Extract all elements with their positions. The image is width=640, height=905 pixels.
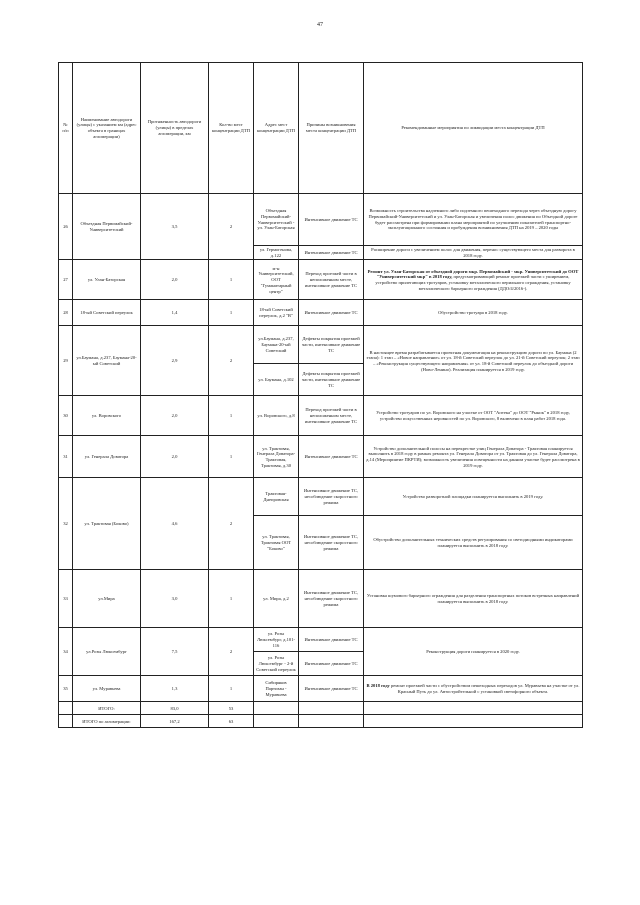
measure-text: Устройство дополнительной полосы на перекрестке улиц Генерала Доватора - Трактовая планируется выполнить в 2018 году в рамках ремонта ул. Генерала Доватора от ул. Трактовая до ул. Генерала Доватора, д.14 (Мероприятие ПКРТИ); возможность увеличения освещенности на данном участке будет рассмотрена в 2019 году.	[364, 436, 583, 478]
road-name: ул. Трактовая (Боково)	[73, 478, 141, 570]
place-count: 2	[209, 194, 254, 260]
place-cause: Интенсивное движение ТС	[299, 436, 364, 478]
place-cause: Интенсивное движение ТС	[299, 628, 364, 652]
row-num: 30	[59, 396, 73, 436]
place-cause: Интенсивное движение ТС	[299, 194, 364, 246]
totals-empty-cell	[254, 702, 299, 715]
place-address: Трактовая-Днепровская	[254, 478, 299, 516]
place-address: ул.Баумана, д.237, Баумана-20-ый Советский	[254, 326, 299, 364]
table-row	[59, 478, 583, 516]
measure-detail: ремонт проезжей части с обустройством пешеходных переходов ул. Муравьева на участке от ул. Красный Путь до ул. Автостройтельной с установкой светофорного объекта.	[389, 683, 580, 694]
place-cause: Дефекты покрытия проезжей части, интенсивное движение ТС	[299, 326, 364, 364]
header-name: Наименование автодороги (улицы) с указанием км (адрес объекта в границах агломерации)	[73, 63, 141, 194]
place-address: Сибиряков Партизан - Муравьева	[254, 676, 299, 702]
road-length: 7,5	[141, 628, 209, 676]
road-name: 18-ый Советский переулок	[73, 300, 141, 326]
road-name: ул.Бауманa, д.237, Баумана-20-ый Советский	[73, 326, 141, 396]
grand-totals-row	[59, 715, 583, 728]
grand-totals-empty-cell	[364, 715, 583, 728]
header-num: № п/п	[59, 63, 73, 194]
measure-text: В настоящее время разрабатывается проектная документация на реконструкцию дороги по ул. Баумана (2 этапа): 1 этап – «Новое направление» от ул. 18-й Советский переулок до ул. 21-й Советский переулок; 2 этап – «Реконструкция существующего направления» от ул. 18-й Советский переулок до объездной дороги (Ново-Ленино). Реализация планируется в 2019 году.	[364, 326, 583, 396]
place-address: ул. Розы Люксембург - 2-й Советский переулок	[254, 652, 299, 676]
road-length: 3,5	[141, 194, 209, 260]
place-count: 1	[209, 436, 254, 478]
place-cause: Интенсивное движение ТС	[299, 246, 364, 260]
place-cause: Дефекты покрытия проезжей части, интенсивное движение ТС	[299, 364, 364, 396]
header-count: Кол-во мест концентрации ДТП	[209, 63, 254, 194]
accident-concentration-table	[58, 62, 583, 728]
header-reasons: Причины возникновения места концентрации ДТП	[299, 63, 364, 194]
road-name: ул. Воровского	[73, 396, 141, 436]
table-row	[59, 194, 583, 246]
table-row	[59, 570, 583, 628]
page-number: 47	[317, 22, 323, 28]
place-count: 2	[209, 326, 254, 396]
row-num: 27	[59, 260, 73, 300]
place-count: 1	[209, 570, 254, 628]
road-length: 2,0	[141, 260, 209, 300]
measure-text: Установка шумового барьерного ограждения для разделения транспортных потоков встречных направлений планируется выполнить в 2018 году.	[364, 570, 583, 628]
measure-text	[364, 260, 583, 300]
grand-totals-empty-cell	[254, 715, 299, 728]
totals-empty-cell	[364, 702, 583, 715]
road-name: ул. Генерала Доватора	[73, 436, 141, 478]
place-address: ул. Трактовая, Генерала Доватора-Трактовая, Трактовая, д.30	[254, 436, 299, 478]
place-cause: Переход проезжей части в неположенном месте, интенсивное движение ТС	[299, 396, 364, 436]
totals-count: 53	[209, 702, 254, 715]
place-count: 2	[209, 628, 254, 676]
place-address: ул. Розы Люксембург, д.101-116	[254, 628, 299, 652]
place-count: 1	[209, 676, 254, 702]
place-cause: Интенсивное движение ТС, несоблюдение скоростного режима	[299, 478, 364, 516]
road-length: 2,0	[141, 396, 209, 436]
place-cause: Переход проезжей части в неположенном месте, интенсивное движение ТС	[299, 260, 364, 300]
place-address: ул. Баумана, д.102	[254, 364, 299, 396]
place-count: 2	[209, 478, 254, 570]
totals-empty-cell	[299, 702, 364, 715]
grand-totals-label: ИТОГО по агломерации:	[73, 715, 141, 728]
road-length: 3,0	[141, 570, 209, 628]
place-count: 1	[209, 260, 254, 300]
place-address: ул. Трактовая, Трактовая ООТ "Боково"	[254, 516, 299, 570]
row-num: 31	[59, 436, 73, 478]
measure-text: Устройство тротуаров по ул. Воровского на участке от ООТ "Аптека" до ООТ "Рынок" в 2018 году, устройство искусственных неровностей по ул. Воровского, 8 включено в план работ 2018 года.	[364, 396, 583, 436]
header-address: Адрес мест концентрации ДТП	[254, 63, 299, 194]
totals-row	[59, 702, 583, 715]
totals-num-cell	[59, 702, 73, 715]
grand-totals-num-cell	[59, 715, 73, 728]
measure-text: Устройство разворотной площадки планируется выполнить в 2019 году.	[364, 478, 583, 516]
place-address: Объездная Первомайский-Университетский - ул. Улан-Баторская	[254, 194, 299, 246]
measure-text: Обустройство дополнительных технических средств регулирования со светодиодными индикаторами планируется выполнить в 2018 году.	[364, 516, 583, 570]
row-num: 35	[59, 676, 73, 702]
road-length: 2,9	[141, 326, 209, 396]
place-cause: Интенсивное движение ТС	[299, 652, 364, 676]
measure-text: Обустройство тротуара в 2018 году.	[364, 300, 583, 326]
measure-highlight: Ремонт ул. Улан-Баторская от объездной дороги мкр. Первомайский - мкр. Университетский до ООТ "Университетский мкр" в 2018 году,	[367, 268, 579, 280]
road-length: 2,0	[141, 436, 209, 478]
place-cause: Интенсивное движение ТС	[299, 676, 364, 702]
row-num: 32	[59, 478, 73, 570]
totals-length: 83,0	[141, 702, 209, 715]
place-address: ул. Мира, д.2	[254, 570, 299, 628]
table-row	[59, 628, 583, 652]
grand-totals-count: 63	[209, 715, 254, 728]
place-count: 1	[209, 300, 254, 326]
road-name: ул.Мира	[73, 570, 141, 628]
header-measures: Рекомендованные мероприятия по ликвидации места концентрации ДТП	[364, 63, 583, 194]
road-name: ул. Муравьева	[73, 676, 141, 702]
measure-highlight: В 2018 году	[366, 683, 390, 689]
place-address: ул. Воровского, д.8	[254, 396, 299, 436]
measure-text	[364, 676, 583, 702]
table-row	[59, 396, 583, 436]
place-address: м-н Университетский, ООТ "Гуманитарный центр"	[254, 260, 299, 300]
road-length: 1,4	[141, 300, 209, 326]
table-header-row	[59, 63, 583, 194]
grand-totals-length: 167,2	[141, 715, 209, 728]
road-name: ул.Розы Люксембург	[73, 628, 141, 676]
place-address: 18-ый Советский переулок, д.2 "В"	[254, 300, 299, 326]
row-num: 28	[59, 300, 73, 326]
road-name: ул. Улан-Баторская	[73, 260, 141, 300]
place-cause: Интенсивное движение ТС	[299, 300, 364, 326]
measure-text: Возможность строительства надземного либо подземного пешеходного перехода через объездную дорогу Первомайский-Университетский и ул. Улан-Баторская и увеличения полос движения по Объездной дороге будет рассмотрена при формировании плана мероприятий по улучшению показателей транспортно-эксплуатационного состояния и пробуждения возникновения ДТП на 2019 – 2020 годы	[364, 194, 583, 246]
road-length: 1,3	[141, 676, 209, 702]
row-num: 34	[59, 628, 73, 676]
measure-text: Расширение дороги с увеличением полос для движения, перенос существующего места для разворота в 2018 году.	[364, 246, 583, 260]
place-count: 1	[209, 396, 254, 436]
table-row	[59, 436, 583, 478]
table-row	[59, 676, 583, 702]
place-cause: Интенсивное движение ТС, несоблюдение скоростного режима	[299, 516, 364, 570]
measure-detail: предусматривающий ремонт проезжей части с уширением, устройство прилегающих тротуаров, установку металлического перильного ограждения, установку металлического барьерного ограждения (ДДО/4/2016-).	[375, 274, 571, 291]
row-num: 33	[59, 570, 73, 628]
road-length: 4,6	[141, 478, 209, 570]
table-row	[59, 326, 583, 364]
place-address: ул. Гермогенова, д.122	[254, 246, 299, 260]
header-length: Протяженность автодороги (улицы) в пределах агломерации, км	[141, 63, 209, 194]
measure-text: Реконструкция дороги планируется в 2020 году.	[364, 628, 583, 676]
table-row	[59, 260, 583, 300]
table-row	[59, 300, 583, 326]
grand-totals-empty-cell	[299, 715, 364, 728]
row-num: 26	[59, 194, 73, 260]
place-cause: Интенсивное движение ТС, несоблюдение скоростного режима	[299, 570, 364, 628]
totals-label: ИТОГО:	[73, 702, 141, 715]
row-num: 29	[59, 326, 73, 396]
road-name: Объездная Первомайский-Университетский	[73, 194, 141, 260]
